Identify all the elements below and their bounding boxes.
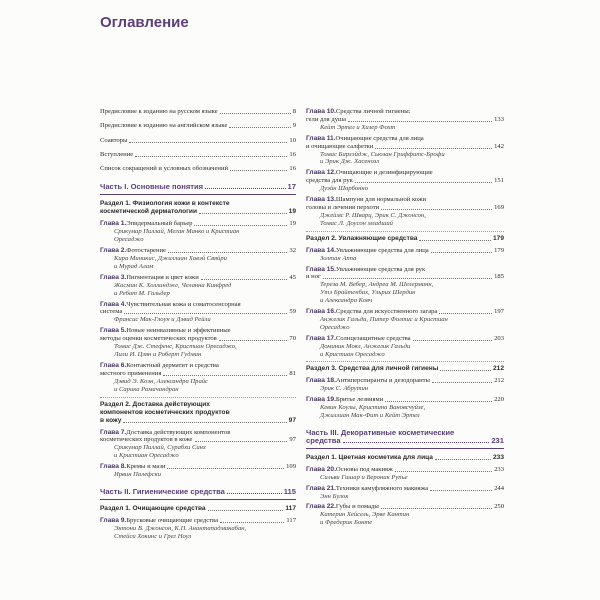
chapter-page: 32 xyxy=(289,247,296,255)
chapter-page: 117 xyxy=(286,516,296,524)
section-line: компонентов косметических продуктов xyxy=(100,408,230,416)
chapter-line xyxy=(306,247,504,255)
chapter-line xyxy=(306,503,504,511)
chapter-entry[interactable] xyxy=(306,485,504,501)
chapter-line xyxy=(306,396,504,404)
chapter-title: Увлажняющие средства для рук xyxy=(335,265,426,273)
leader-dots xyxy=(195,441,288,442)
chapter-authors: Ирвин Палефски xyxy=(114,471,161,479)
toc-entry[interactable] xyxy=(100,151,296,159)
entry-page: 8 xyxy=(292,108,296,115)
chapter-page: 220 xyxy=(494,396,504,404)
leader-dots xyxy=(348,121,492,122)
page-title: Оглавление xyxy=(100,14,189,31)
chapter-line xyxy=(306,116,504,124)
leader-dots xyxy=(194,225,287,226)
chapter-title: Доставка действующих компонентов xyxy=(126,428,231,436)
chapter-line xyxy=(100,335,296,343)
section-page: 97 xyxy=(288,416,296,424)
leader-dots xyxy=(381,508,492,509)
leader-dots xyxy=(381,209,492,210)
chapter-title: Эпидермальный барьер xyxy=(126,220,193,228)
chapter-page: 19 xyxy=(289,220,296,228)
leader-dots xyxy=(167,468,284,469)
chapter-page: 169 xyxy=(494,203,504,211)
chapter-page: 45 xyxy=(289,273,296,281)
chapter-title: Солнцезащитные средства xyxy=(335,334,411,342)
chapter-label: Глава 20. xyxy=(306,465,336,473)
part-label: Часть I. Основные понятия xyxy=(100,182,204,192)
leader-dots xyxy=(220,522,284,523)
chapter-entry[interactable] xyxy=(100,517,296,541)
chapter-page: 59 xyxy=(289,308,296,316)
chapter-title: местного применения xyxy=(100,369,162,377)
chapter-authors: Томас Дж. Стефенс, Кристиан Оресаджо, xyxy=(114,343,237,351)
entry-title: Соавторы xyxy=(100,136,128,144)
leader-dots xyxy=(323,278,492,279)
chapter-title: Средства личной гигиены: xyxy=(335,108,411,115)
chapter-title: Контактный дерматит и средства xyxy=(126,361,219,369)
section-page: 179 xyxy=(492,234,504,242)
part-heading[interactable] xyxy=(306,425,504,449)
toc-left-column xyxy=(100,108,296,544)
divider xyxy=(100,397,296,398)
toc-entry[interactable] xyxy=(100,165,296,173)
chapter-line xyxy=(100,327,296,335)
chapter-entry[interactable] xyxy=(306,108,504,132)
chapter-page: 203 xyxy=(494,334,504,342)
chapter-line xyxy=(306,135,504,143)
section-line: в кожу xyxy=(100,416,122,424)
chapter-label: Глава 1. xyxy=(100,220,127,228)
chapter-title: косметических продуктов в коже xyxy=(100,436,193,444)
section-heading[interactable] xyxy=(100,505,296,513)
chapter-authors: Золтан Аппа xyxy=(320,254,357,262)
chapter-entry[interactable] xyxy=(306,503,504,527)
section-page: 117 xyxy=(285,504,296,512)
leader-dots xyxy=(201,279,288,280)
chapter-page: 250 xyxy=(494,503,504,511)
chapter-authors: Анжелик Гальди, Питер Фолтис и Кристиан xyxy=(320,315,448,323)
part-label: средства xyxy=(306,435,341,445)
leader-dots xyxy=(124,313,287,314)
leader-dots xyxy=(430,490,492,491)
chapter-entry[interactable] xyxy=(306,135,504,167)
section-line: Раздел 1. Цветная косметика для лица xyxy=(306,453,433,461)
part-label: Часть III. Декоративные косметические xyxy=(306,428,455,437)
chapter-page: 81 xyxy=(289,369,296,377)
chapter-label: Глава 2. xyxy=(100,247,127,255)
section-page: 19 xyxy=(288,208,296,216)
part-label: Часть II. Гигиенические средства xyxy=(100,486,225,496)
chapter-title: гели для душа xyxy=(306,115,346,123)
chapter-title: Очищающие средства для лица xyxy=(335,134,424,142)
chapter-page: 109 xyxy=(286,463,296,471)
chapter-line xyxy=(306,466,504,474)
chapter-authors: Франсис Мак-Глоун и Дэвид Рейли xyxy=(114,316,211,324)
chapter-label: Глава 9. xyxy=(100,516,127,524)
toc-entry[interactable] xyxy=(100,137,296,145)
chapter-label: Глава 6. xyxy=(100,361,127,369)
chapter-authors: и Александра Ковч xyxy=(320,297,373,305)
entry-title: Предисловие к изданию на английском языке xyxy=(100,122,228,130)
divider xyxy=(306,361,504,362)
entry-title: Предисловие к изданию на русском языке xyxy=(100,108,218,115)
chapter-title: система xyxy=(100,308,123,316)
chapter-entry[interactable] xyxy=(306,377,504,393)
chapter-label: Глава 19. xyxy=(306,396,336,404)
leader-dots xyxy=(432,382,492,383)
leader-dots xyxy=(375,148,492,149)
chapter-entry[interactable] xyxy=(306,266,504,306)
leader-dots xyxy=(220,113,291,114)
chapter-authors: Кира Миникис, Джиллиан Хавэй Свяйри xyxy=(114,255,227,263)
leader-dots xyxy=(355,182,492,183)
chapter-page: 70 xyxy=(289,335,296,343)
chapter-authors: Оресаджо xyxy=(320,323,350,331)
chapter-title: Техники камуфляжного макияжа xyxy=(335,484,429,492)
chapter-label: Глава 3. xyxy=(100,273,127,281)
chapter-line xyxy=(306,377,504,385)
chapter-line xyxy=(100,274,296,282)
chapter-title: Новые неинвазивные и эффективные xyxy=(126,327,231,335)
part-page: 231 xyxy=(491,435,504,445)
chapter-label: Глава 13. xyxy=(306,196,336,204)
chapter-title: Бритье лезвиями xyxy=(335,396,384,404)
chapter-entry[interactable] xyxy=(100,327,296,359)
chapter-authors: Срикумар Пиллай, Сурабхи Синх xyxy=(114,444,206,452)
section-heading[interactable] xyxy=(306,235,504,243)
chapter-label: Глава 8. xyxy=(100,463,127,471)
chapter-line xyxy=(100,370,296,378)
part-page: 17 xyxy=(287,182,296,192)
entry-page: 10 xyxy=(289,136,296,144)
chapter-entry[interactable] xyxy=(100,220,296,244)
leader-dots xyxy=(129,142,287,143)
chapter-authors: Джеймс Р. Шварц, Эрик С. Джонсон, xyxy=(320,211,426,219)
chapter-line xyxy=(306,204,504,212)
chapter-authors: и Ребат М. Гальдер xyxy=(114,289,170,297)
chapter-line xyxy=(100,220,296,228)
chapter-page: 179 xyxy=(494,246,504,254)
chapter-entry[interactable] xyxy=(100,463,296,479)
chapter-entry[interactable] xyxy=(306,247,504,263)
chapter-authors: и Мурад Алам xyxy=(114,262,154,270)
entry-page: 16 xyxy=(289,150,296,158)
chapter-line xyxy=(306,308,504,316)
chapter-page: 97 xyxy=(289,436,296,444)
part-heading[interactable] xyxy=(100,484,296,500)
section-heading[interactable] xyxy=(306,454,504,462)
chapter-line xyxy=(306,196,504,204)
chapter-line xyxy=(306,273,504,281)
chapter-authors: Энтони В. Джонсон, К.П. Анантападманабан, xyxy=(114,524,247,532)
chapter-title: Фотостарение xyxy=(126,247,166,255)
chapter-page: 244 xyxy=(494,484,504,492)
chapter-line xyxy=(100,247,296,255)
chapter-title: Шампуни для нормальной кожи xyxy=(335,196,427,204)
chapter-authors: Кейт Эртел и Хизер Фохт xyxy=(320,123,396,131)
entry-title: Вступление xyxy=(100,150,134,158)
chapter-label: Глава 12. xyxy=(306,169,336,177)
chapter-title: головы и лечения перхоти xyxy=(306,203,380,211)
chapter-page: 142 xyxy=(494,142,504,150)
chapter-line xyxy=(306,177,504,185)
chapter-label: Глава 11. xyxy=(306,134,336,142)
chapter-entry[interactable] xyxy=(306,335,504,359)
toc-right-column xyxy=(306,108,504,530)
leader-dots xyxy=(168,252,287,253)
leader-dots xyxy=(163,375,287,376)
section-line: Раздел 2. Доставка действующих xyxy=(100,400,210,408)
part-heading[interactable] xyxy=(100,179,296,195)
chapter-authors: Дэвид Э. Коэн, Александра Прайс xyxy=(114,377,208,385)
entry-page: 9 xyxy=(292,122,296,130)
chapter-line xyxy=(306,335,504,343)
chapter-entry[interactable] xyxy=(306,466,504,482)
chapter-page: 197 xyxy=(494,308,504,316)
chapter-entry[interactable] xyxy=(306,196,504,228)
chapter-authors: Джиллиан Мак-Фит и Кейт Эртел xyxy=(320,412,420,420)
chapter-authors: Срикумар Пиллай, Меган Манко и Кристиан xyxy=(114,228,240,236)
chapter-authors: и Сарика Рамачандран xyxy=(114,385,179,393)
chapter-label: Глава 15. xyxy=(306,265,336,273)
toc-entry[interactable] xyxy=(100,108,296,116)
chapter-title: Брусковые очищающие средства xyxy=(126,516,218,524)
chapter-label: Глава 22. xyxy=(306,503,336,511)
part-page: 115 xyxy=(283,486,296,496)
chapter-label: Глава 7. xyxy=(100,428,127,436)
chapter-title: Пигментация и цвет кожи xyxy=(126,273,199,281)
section-line: Раздел 2. Увлажняющие средства xyxy=(306,234,418,242)
chapter-authors: Стейси Хокинс и Грег Ноул xyxy=(114,532,192,540)
chapter-label: Глава 16. xyxy=(306,308,336,316)
toc-entry[interactable] xyxy=(100,122,296,130)
chapter-line xyxy=(100,308,296,316)
chapter-title: Основы под макияж xyxy=(335,465,393,473)
leader-dots xyxy=(230,170,287,171)
chapter-authors: Доминик Моял, Анжелик Гальди xyxy=(320,342,411,350)
chapter-page: 133 xyxy=(494,115,504,123)
chapter-line xyxy=(100,429,296,437)
chapter-label: Глава 18. xyxy=(306,377,336,385)
chapter-line xyxy=(100,301,296,309)
chapter-label: Глава 4. xyxy=(100,300,127,308)
chapter-line xyxy=(306,108,504,116)
chapter-line xyxy=(100,362,296,370)
chapter-entry[interactable] xyxy=(100,301,296,325)
chapter-title: и очищающие салфетки xyxy=(306,142,374,150)
chapter-entry[interactable] xyxy=(306,396,504,420)
chapter-line xyxy=(100,517,296,525)
chapter-authors: Жасмин К. Холлиндже, Челанна Кинфред xyxy=(114,281,232,289)
chapter-entry[interactable] xyxy=(100,362,296,394)
chapter-title: Увлажняющие средства для лица xyxy=(335,246,429,254)
chapter-authors: Эрик С. Абрутин xyxy=(320,385,369,393)
chapter-line xyxy=(100,463,296,471)
chapter-authors: Лили И. Цзян и Роберт Гудман xyxy=(114,350,202,358)
chapter-label: Глава 17. xyxy=(306,334,336,342)
chapter-authors: Тереза М. Вебер, Андреа М. Шелерманн, xyxy=(320,281,434,289)
chapter-authors: Томас Барлэйдж, Сьюзан Гриффитс-Брофи xyxy=(320,150,445,158)
chapter-title: Кремы и мази xyxy=(126,463,166,471)
section-heading[interactable] xyxy=(100,200,296,216)
chapter-entry[interactable] xyxy=(306,308,504,332)
leader-dots xyxy=(135,156,287,157)
section-line: Раздел 3. Средства для личной гигиены xyxy=(306,365,439,373)
chapter-title: средства для рук xyxy=(306,177,353,185)
leader-dots xyxy=(431,252,492,253)
chapter-page: 151 xyxy=(494,177,504,185)
chapter-title: и ног xyxy=(306,273,321,281)
leader-dots xyxy=(219,340,288,341)
section-heading[interactable] xyxy=(100,401,296,425)
chapter-line xyxy=(100,436,296,444)
section-line: Раздел 1. Физиология кожи в контексте xyxy=(100,200,230,208)
chapter-authors: и Кристиан Оресаджо xyxy=(320,350,385,358)
chapter-title: Очищающие и дезинфицирующие xyxy=(335,169,433,177)
chapter-entry[interactable] xyxy=(306,169,504,193)
chapter-line xyxy=(306,143,504,151)
chapter-authors: и Кристиан Оресаджо xyxy=(114,452,179,460)
section-heading[interactable] xyxy=(306,365,504,373)
chapter-label: Глава 21. xyxy=(306,484,336,492)
chapter-page: 212 xyxy=(494,377,504,385)
chapter-label: Глава 10. xyxy=(306,108,336,115)
section-line: Раздел 1. Очищающие средства xyxy=(100,504,206,512)
chapter-title: Чувствительная кожа и соматосенсорная xyxy=(126,300,241,308)
chapter-label: Глава 5. xyxy=(100,327,127,335)
chapter-authors: Томас Л. Доусон младший xyxy=(320,219,393,227)
entry-title: Список сокращений и условных обозначений xyxy=(100,165,228,173)
chapter-authors: Оресаджо xyxy=(114,236,144,244)
chapter-authors: Энн Булок xyxy=(320,492,349,500)
leader-dots xyxy=(395,471,492,472)
chapter-authors: Дуэйн Шарбонно xyxy=(320,185,368,193)
leader-dots xyxy=(229,127,290,128)
chapter-line xyxy=(306,169,504,177)
chapter-label: Глава 14. xyxy=(306,246,336,254)
chapter-line xyxy=(306,485,504,493)
section-page: 233 xyxy=(492,453,504,461)
leader-dots xyxy=(413,340,493,341)
section-line: косметической дерматологии xyxy=(100,208,198,216)
leader-dots xyxy=(439,313,492,314)
chapter-authors: Кевин Коулы, Кристина Вановсчуйзе, xyxy=(320,404,426,412)
chapter-title: Губы и помады xyxy=(335,503,379,511)
chapter-entry[interactable] xyxy=(100,247,296,271)
entry-page: 16 xyxy=(289,165,296,173)
chapter-authors: Сильви Гишар и Вероник Рупье xyxy=(320,473,408,481)
chapter-title: Антиперспиранты и дезодоранты xyxy=(335,377,430,385)
chapter-authors: Утэ Брайтенбах, Ульрих Шердин xyxy=(320,289,416,297)
chapter-title: методы оценки косметических продуктов xyxy=(100,335,217,343)
chapter-entry[interactable] xyxy=(100,274,296,298)
divider xyxy=(306,231,504,232)
chapter-authors: и Эрик Дж. Хасенозл xyxy=(320,158,380,166)
chapter-entry[interactable] xyxy=(100,429,296,461)
section-page: 212 xyxy=(492,365,504,373)
chapter-authors: Катерин Хейсель, Эрве Кантин xyxy=(320,511,410,519)
chapter-authors: и Фредерик Бонте xyxy=(320,519,373,527)
chapter-page: 233 xyxy=(494,465,504,473)
chapter-line xyxy=(306,266,504,274)
leader-dots xyxy=(385,401,492,402)
chapter-title: Средства для искусственного загара xyxy=(335,308,438,316)
chapter-page: 185 xyxy=(494,273,504,281)
